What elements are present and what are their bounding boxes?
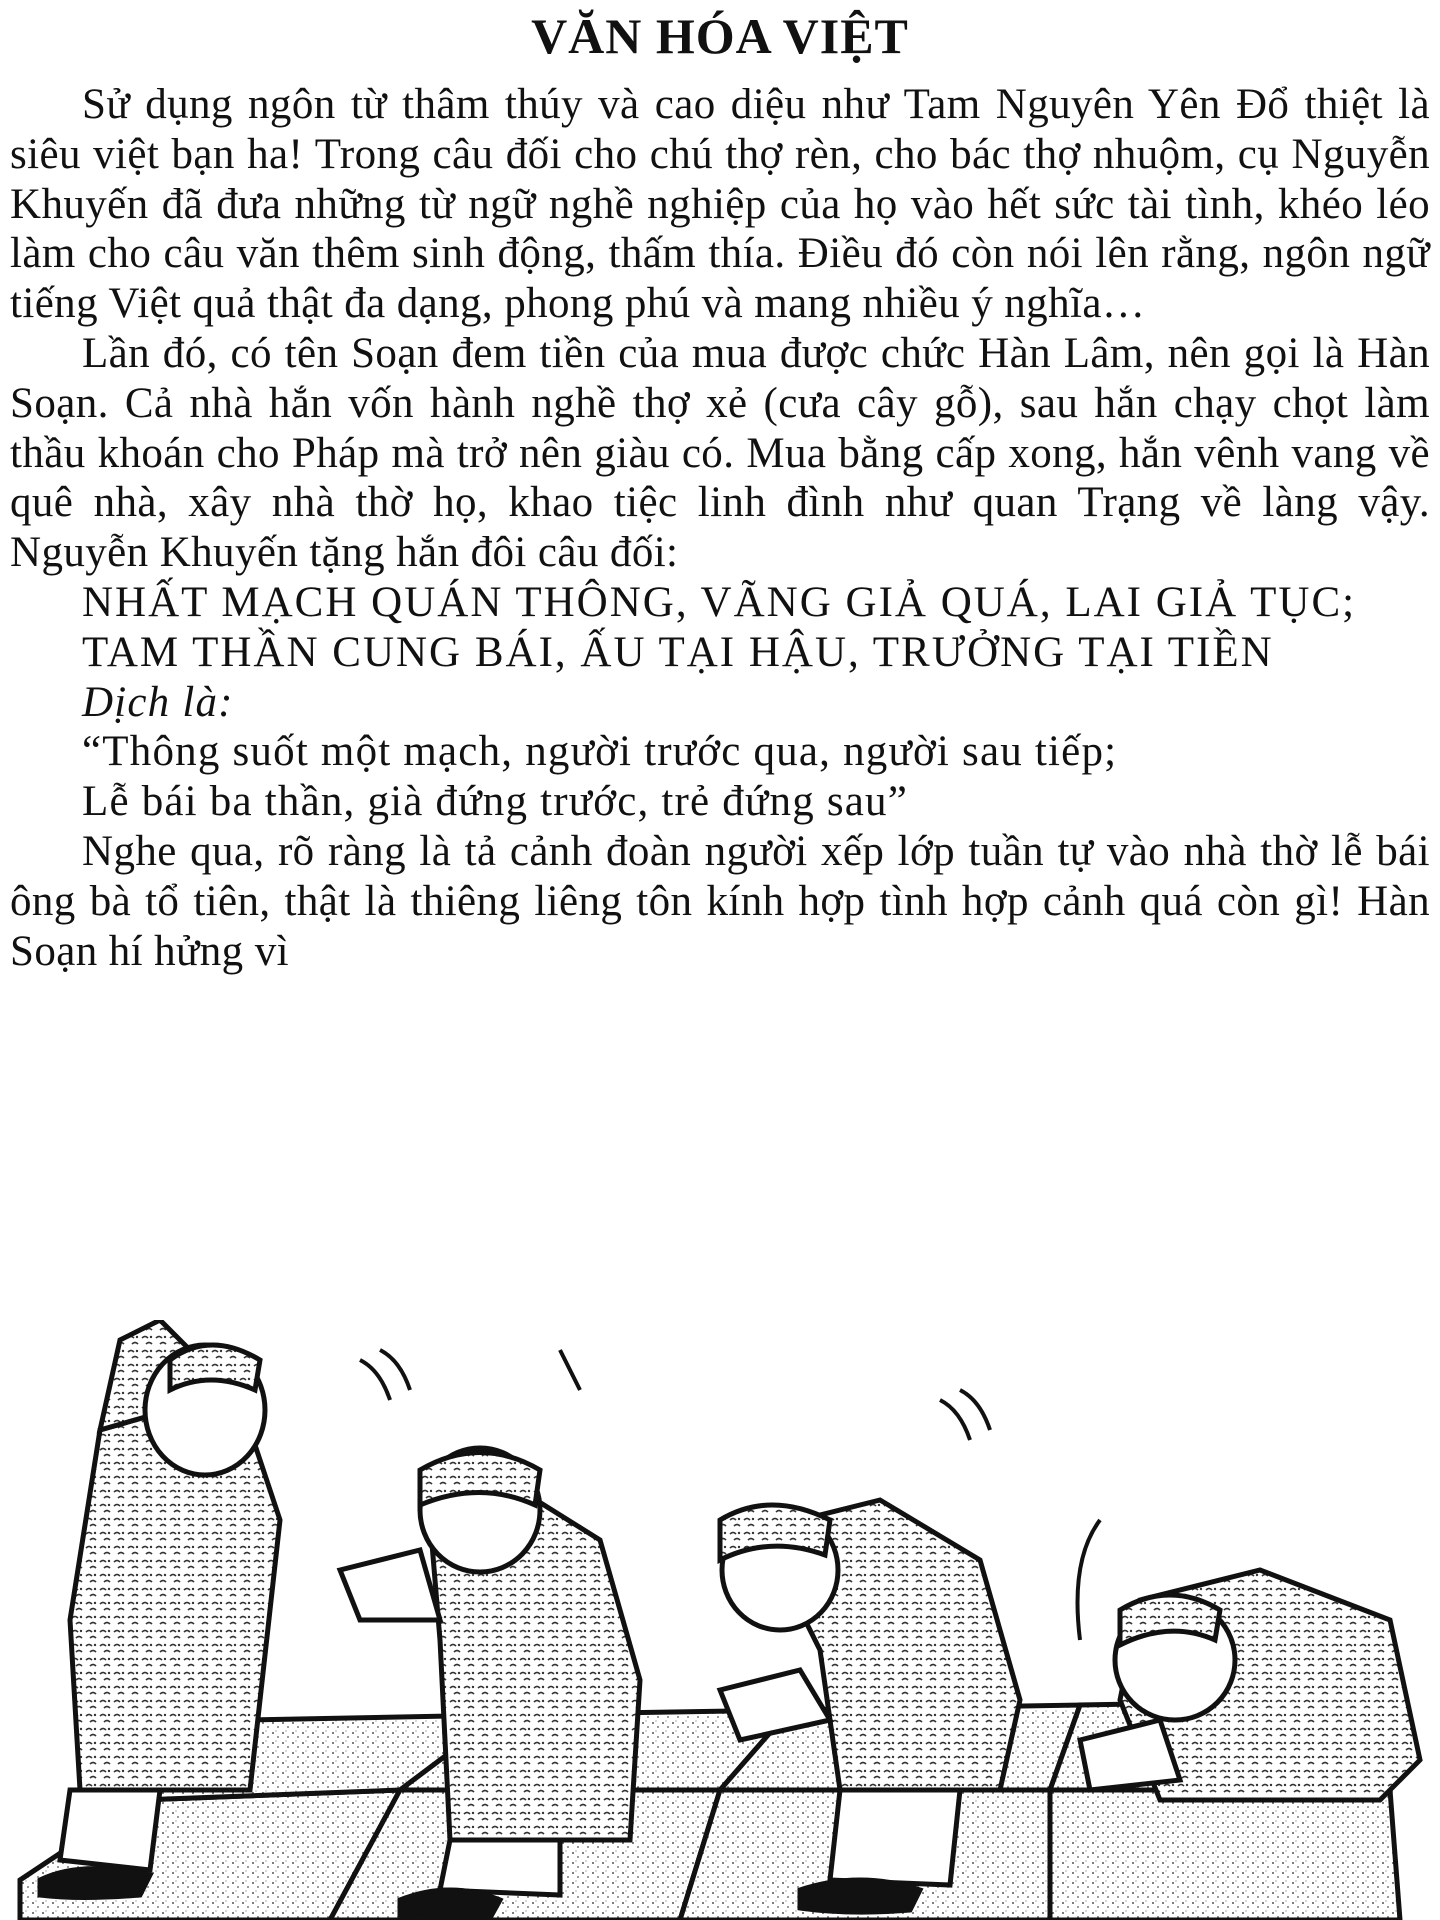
article-body — [10, 80, 1430, 976]
bowing-men-illustration — [0, 1320, 1440, 1920]
couplet-line-1: NHẤT MẠCH QUÁN THÔNG, VÃNG GIẢ QUÁ, LAI GIẢ TỤC; — [82, 578, 1357, 626]
translation-line-1: “Thông suốt một mạch, người trước qua, người sau tiếp; — [82, 728, 1118, 776]
couplet-line-2: TAM THẦN CUNG BÁI, ẤU TẠI HẬU, TRƯỞNG TẠI TIỀN — [82, 628, 1274, 676]
paragraph-intro: Sử dụng ngôn từ thâm thúy và cao diệu như Tam Nguyên Yên Đổ thiệt là siêu việt bạn ha! Trong câu đối cho chú thợ rèn, cho bác thợ nhuộm, cụ Nguyễn Khuyến đã đưa những từ ngữ nghề nghiệp của họ vào hết sức tài tình, khéo léo làm cho câu văn thêm sinh động, thấm thía. Điều đó còn nói lên rằng, ngôn ngữ tiếng Việt quả thật đa dạng, phong phú và mang nhiều ý nghĩa… — [10, 81, 1430, 328]
translation-label: Dịch là: — [82, 678, 234, 726]
paragraph-story: Lần đó, có tên Soạn đem tiền của mua được chức Hàn Lâm, nên gọi là Hàn Soạn. Cả nhà hắn vốn hành nghề thợ xẻ (cưa cây gỗ), sau hắn chạy chọt làm thầu khoán cho Pháp mà trở nên giàu có. Mua bằng cấp xong, hắn vênh vang về quê nhà, xây nhà thờ họ, khao tiệc linh đình như quan Trạng về làng vậy. Nguyễn Khuyến tặng hắn đôi câu đối: — [10, 329, 1430, 577]
translation-line-2: Lễ bái ba thần, già đứng trước, trẻ đứng sau” — [82, 778, 909, 826]
paragraph-conclusion: Nghe qua, rõ ràng là tả cảnh đoàn người xếp lớp tuần tự vào nhà thờ lễ bái ông bà tổ tiên, thật là thiêng liêng tôn kính hợp tình hợp cảnh quá còn gì! Hàn Soạn hí hửng vì — [10, 827, 1430, 975]
page-title: VĂN HÓA VIỆT — [531, 8, 909, 64]
figure-kneeling — [1080, 1570, 1420, 1800]
